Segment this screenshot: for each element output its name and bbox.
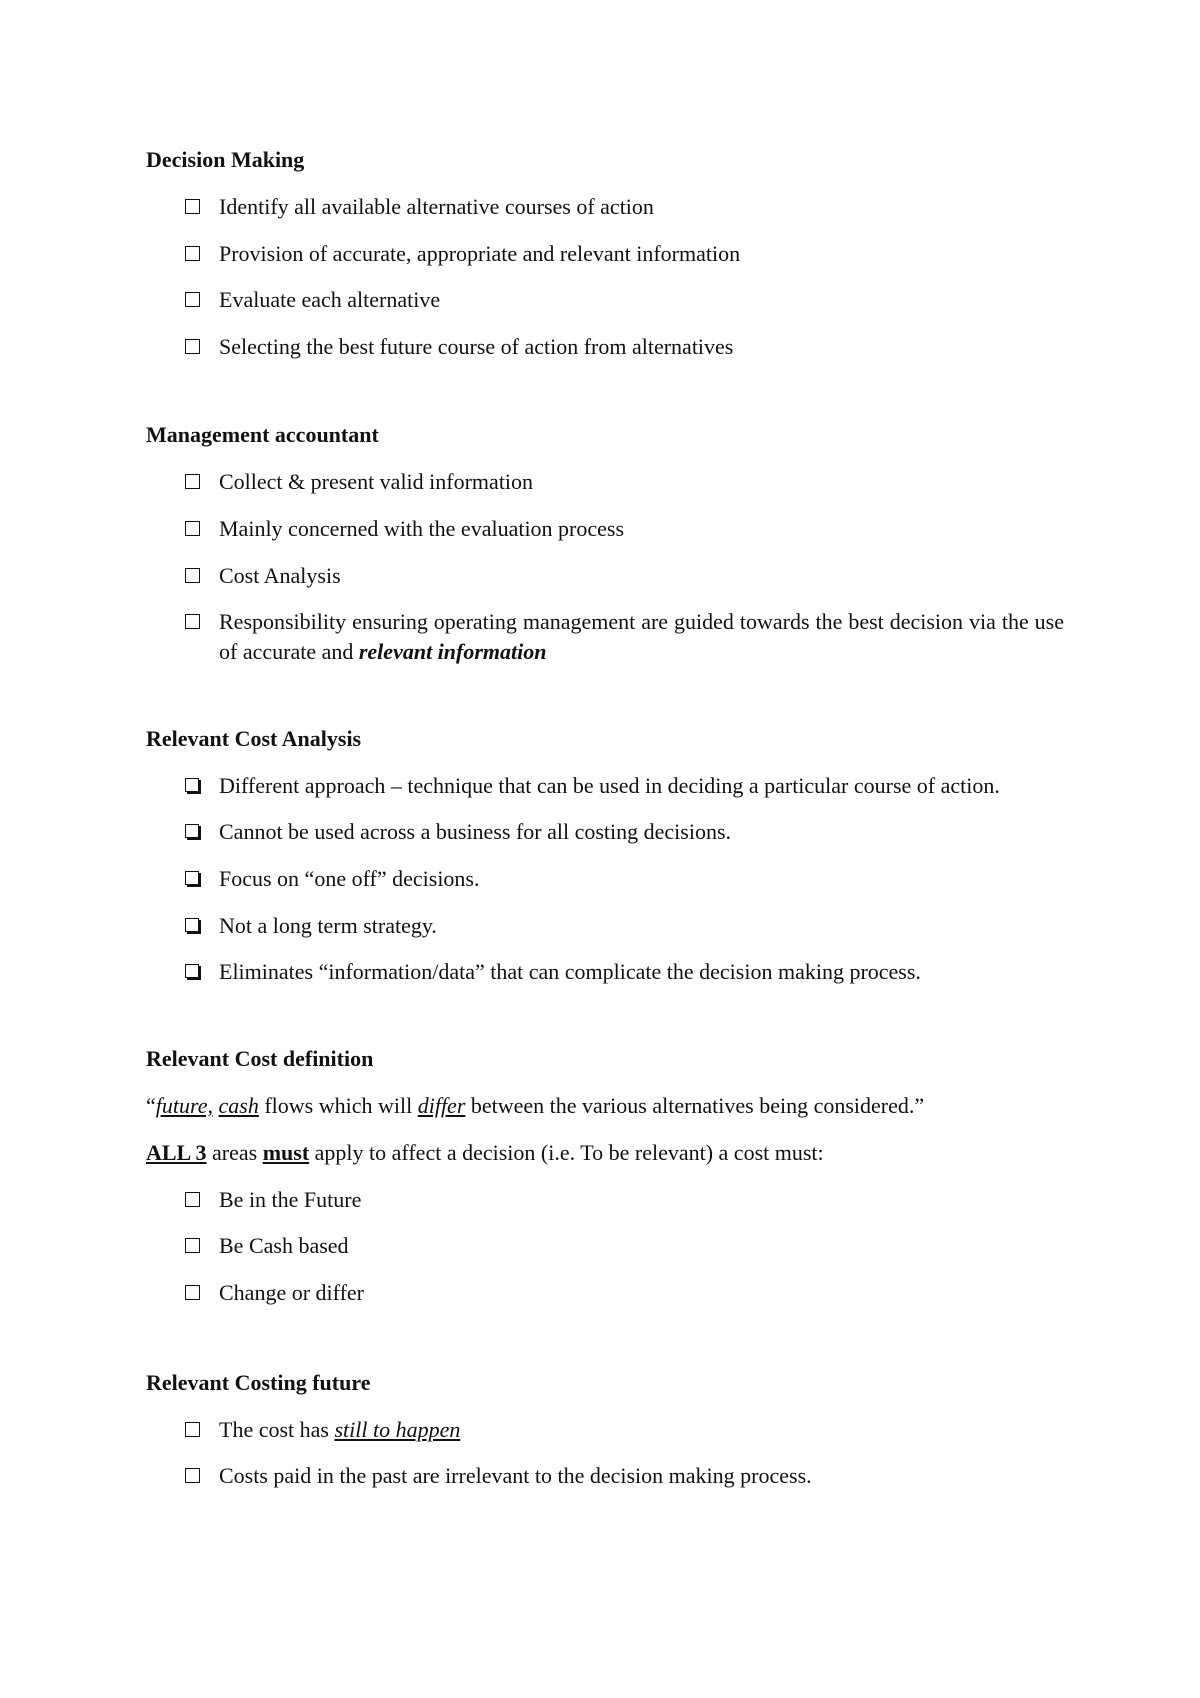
list-item: Cannot be used across a business for all costing decisions. (146, 817, 1064, 847)
list-item: Be Cash based (146, 1231, 1064, 1261)
checkbox-icon (185, 614, 200, 629)
checkbox-icon (185, 199, 200, 214)
list-item: Collect & present valid information (146, 467, 1064, 497)
checkbox-icon (185, 964, 199, 978)
section-heading-management-accountant: Management accountant (146, 422, 379, 448)
section-heading-relevant-cost-definition: Relevant Cost definition (146, 1045, 374, 1071)
future-emphasis: future, (155, 1092, 213, 1118)
list-item: Responsibility ensuring operating management are guided towards the best decision via the use of accurate and relevant information (146, 607, 1064, 667)
document-content (146, 145, 1064, 1508)
list-item: Provision of accurate, appropriate and relevant information (146, 239, 1064, 269)
all-3-emphasis: ALL 3 (146, 1139, 207, 1165)
list-item: Not a long term strategy. (146, 911, 1064, 941)
checkbox-icon (185, 521, 200, 536)
definition-rule: ALL 3 areas must apply to affect a decision (i.e. To be relevant) a cost must: (146, 1139, 824, 1165)
section-heading-relevant-cost-analysis: Relevant Cost Analysis (146, 725, 362, 751)
list-item: The cost has still to happen (146, 1415, 1064, 1445)
management-accountant-list (146, 467, 1064, 667)
still-to-happen-emphasis: still to happen (334, 1416, 461, 1442)
list-item: Eliminates “information/data” that can complicate the decision making process. (146, 957, 1064, 987)
checkbox-icon (185, 246, 200, 261)
checkbox-icon (185, 871, 199, 885)
checkbox-icon (185, 292, 200, 307)
list-item: Mainly concerned with the evaluation process (146, 514, 1064, 544)
list-item: Focus on “one off” decisions. (146, 864, 1064, 894)
checkbox-icon (185, 824, 199, 838)
checkbox-icon (185, 918, 199, 932)
checkbox-icon (185, 1192, 200, 1207)
list-item: Change or differ (146, 1278, 1064, 1308)
section-heading-decision-making: Decision Making (146, 147, 305, 172)
differ-emphasis: differ (417, 1092, 466, 1118)
checkbox-icon (185, 568, 200, 583)
list-item: Evaluate each alternative (146, 285, 1064, 315)
relevant-information-emphasis: relevant information (358, 639, 547, 665)
checkbox-icon (185, 1468, 200, 1483)
checkbox-icon (185, 1238, 200, 1253)
cash-emphasis: cash (218, 1092, 259, 1118)
list-item: Different approach – technique that can be used in deciding a particular course of action. (146, 771, 1064, 801)
relevant-cost-criteria-list (146, 1185, 1064, 1308)
list-item: Be in the Future (146, 1185, 1064, 1215)
must-emphasis: must (262, 1139, 310, 1165)
list-item: Costs paid in the past are irrelevant to the decision making process. (146, 1461, 1064, 1491)
list-item: Identify all available alternative courses of action (146, 192, 1064, 222)
section-heading-relevant-costing-future: Relevant Costing future (146, 1369, 371, 1395)
checkbox-icon (185, 1422, 200, 1437)
definition-quote: “future, cash flows which will differ between the various alternatives being considered.” (146, 1092, 925, 1118)
checkbox-icon (185, 339, 200, 354)
checkbox-icon (185, 474, 200, 489)
checkbox-icon (185, 1285, 200, 1300)
checkbox-icon (185, 778, 199, 792)
list-item: Cost Analysis (146, 561, 1064, 591)
relevant-cost-analysis-list (146, 771, 1064, 987)
decision-making-list (146, 192, 1064, 362)
relevant-costing-future-list (146, 1415, 1064, 1492)
list-item: Selecting the best future course of action from alternatives (146, 332, 1064, 362)
